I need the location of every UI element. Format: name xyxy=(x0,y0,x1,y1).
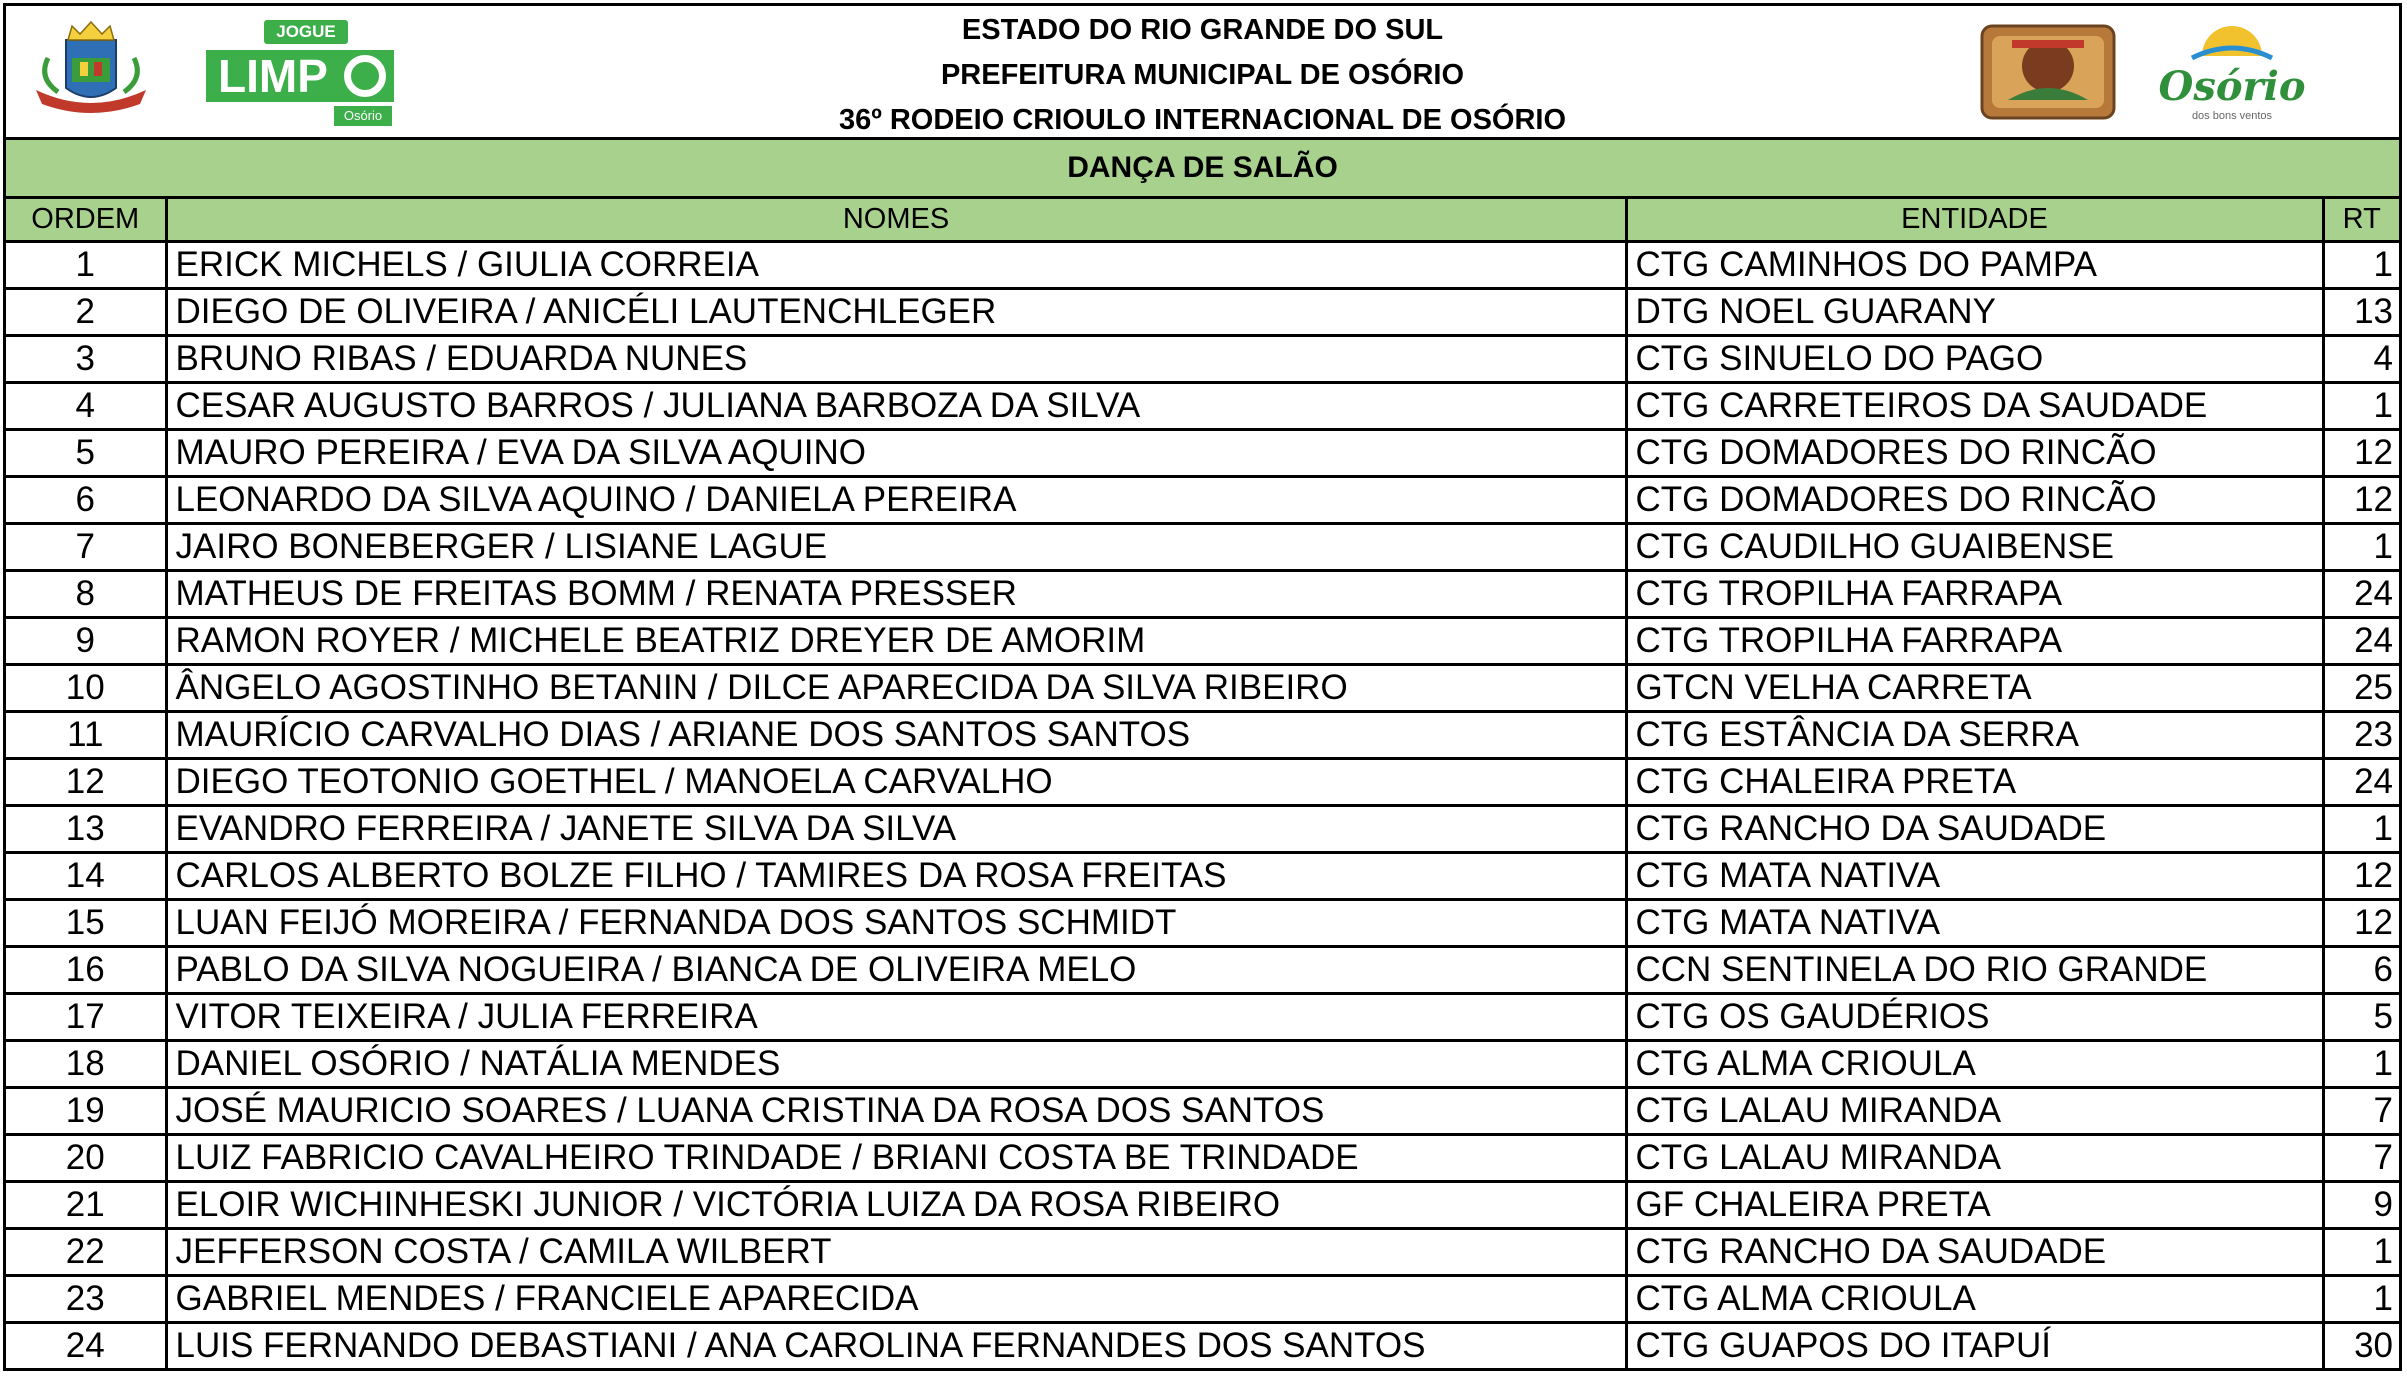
cell-nomes: LUAN FEIJÓ MOREIRA / FERNANDA DOS SANTOS SCHMIDT xyxy=(166,900,1626,947)
cell-ordem: 8 xyxy=(6,571,166,618)
cell-nomes: VITOR TEIXEIRA / JULIA FERREIRA xyxy=(166,994,1626,1041)
cell-entidade: CTG ALMA CRIOULA xyxy=(1626,1276,2323,1323)
table-row xyxy=(6,571,2399,618)
table-row xyxy=(6,524,2399,571)
cell-entidade: DTG NOEL GUARANY xyxy=(1626,289,2323,336)
cell-nomes: JEFFERSON COSTA / CAMILA WILBERT xyxy=(166,1229,1626,1276)
osorio-logo-tagline: dos bons ventos xyxy=(2191,110,2273,122)
cell-nomes: DIEGO DE OLIVEIRA / ANICÉLI LAUTENCHLEGER xyxy=(166,289,1626,336)
cell-rt: 12 xyxy=(2323,900,2399,947)
cell-rt: 5 xyxy=(2323,994,2399,1041)
cell-rt: 1 xyxy=(2323,1276,2399,1323)
cell-rt: 24 xyxy=(2323,618,2399,665)
cell-entidade: CTG ESTÂNCIA DA SERRA xyxy=(1626,712,2323,759)
cell-nomes: ERICK MICHELS / GIULIA CORREIA xyxy=(166,242,1626,289)
cell-nomes: MAURÍCIO CARVALHO DIAS / ARIANE DOS SANTOS SANTOS xyxy=(166,712,1626,759)
cell-rt: 25 xyxy=(2323,665,2399,712)
cell-nomes: ÂNGELO AGOSTINHO BETANIN / DILCE APARECIDA DA SILVA RIBEIRO xyxy=(166,665,1626,712)
cell-rt: 4 xyxy=(2323,336,2399,383)
cell-ordem: 19 xyxy=(6,1088,166,1135)
cell-entidade: GTCN VELHA CARRETA xyxy=(1626,665,2323,712)
cell-entidade: CTG GUAPOS DO ITAPUÍ xyxy=(1626,1323,2323,1369)
cell-nomes: PABLO DA SILVA NOGUEIRA / BIANCA DE OLIVEIRA MELO xyxy=(166,947,1626,994)
table-row xyxy=(6,1323,2399,1369)
cell-rt: 12 xyxy=(2323,853,2399,900)
column-header-ordem: ORDEM xyxy=(6,199,166,242)
cell-entidade: CTG LALAU MIRANDA xyxy=(1626,1135,2323,1182)
cell-rt: 1 xyxy=(2323,1229,2399,1276)
table-row xyxy=(6,665,2399,712)
table-row xyxy=(6,477,2399,524)
cell-nomes: JOSÉ MAURICIO SOARES / LUANA CRISTINA DA ROSA DOS SANTOS xyxy=(166,1088,1626,1135)
participants-table xyxy=(6,199,2399,1368)
cell-rt: 13 xyxy=(2323,289,2399,336)
cell-ordem: 4 xyxy=(6,383,166,430)
cell-entidade: CTG SINUELO DO PAGO xyxy=(1626,336,2323,383)
cell-ordem: 12 xyxy=(6,759,166,806)
cell-entidade: CTG RANCHO DA SAUDADE xyxy=(1626,806,2323,853)
cell-nomes: LUIS FERNANDO DEBASTIANI / ANA CAROLINA FERNANDES DOS SANTOS xyxy=(166,1323,1626,1369)
cell-entidade: CCN SENTINELA DO RIO GRANDE xyxy=(1626,947,2323,994)
table-row xyxy=(6,1088,2399,1135)
cell-entidade: CTG CARRETEIROS DA SAUDADE xyxy=(1626,383,2323,430)
cell-entidade: CTG DOMADORES DO RINCÃO xyxy=(1626,477,2323,524)
cell-rt: 1 xyxy=(2323,524,2399,571)
cell-rt: 23 xyxy=(2323,712,2399,759)
table-row xyxy=(6,712,2399,759)
table-row xyxy=(6,994,2399,1041)
table-row xyxy=(6,853,2399,900)
logo-top-label: JOGUE xyxy=(264,20,348,44)
cell-nomes: BRUNO RIBAS / EDUARDA NUNES xyxy=(166,336,1626,383)
cell-ordem: 17 xyxy=(6,994,166,1041)
cell-entidade: GF CHALEIRA PRETA xyxy=(1626,1182,2323,1229)
document-header xyxy=(6,6,2399,140)
cell-ordem: 1 xyxy=(6,242,166,289)
cell-rt: 24 xyxy=(2323,571,2399,618)
cell-ordem: 15 xyxy=(6,900,166,947)
logo-small-label: Osório xyxy=(334,106,392,126)
cell-rt: 1 xyxy=(2323,383,2399,430)
cell-rt: 9 xyxy=(2323,1182,2399,1229)
cell-ordem: 7 xyxy=(6,524,166,571)
header-line-city-hall: PREFEITURA MUNICIPAL DE OSÓRIO xyxy=(940,59,1465,91)
sun-icon xyxy=(2152,20,2312,60)
cell-ordem: 21 xyxy=(6,1182,166,1229)
cell-rt: 24 xyxy=(2323,759,2399,806)
table-header-row xyxy=(6,199,2399,242)
cell-ordem: 24 xyxy=(6,1323,166,1369)
cell-nomes: CARLOS ALBERTO BOLZE FILHO / TAMIRES DA ROSA FREITAS xyxy=(166,853,1626,900)
cell-nomes: JAIRO BONEBERGER / LISIANE LAGUE xyxy=(166,524,1626,571)
table-row xyxy=(6,1229,2399,1276)
table-row xyxy=(6,336,2399,383)
table-row xyxy=(6,806,2399,853)
table-row xyxy=(6,289,2399,336)
column-header-entidade: ENTIDADE xyxy=(1626,199,2323,242)
cell-ordem: 22 xyxy=(6,1229,166,1276)
table-row xyxy=(6,1041,2399,1088)
cell-entidade: CTG ALMA CRIOULA xyxy=(1626,1041,2323,1088)
cell-nomes: CESAR AUGUSTO BARROS / JULIANA BARBOZA DA SILVA xyxy=(166,383,1626,430)
table-row xyxy=(6,618,2399,665)
osorio-logo-text: Osório xyxy=(2158,63,2306,110)
table-row xyxy=(6,1135,2399,1182)
cell-ordem: 23 xyxy=(6,1276,166,1323)
cell-nomes: EVANDRO FERREIRA / JANETE SILVA DA SILVA xyxy=(166,806,1626,853)
table-row xyxy=(6,900,2399,947)
cell-ordem: 2 xyxy=(6,289,166,336)
table-row xyxy=(6,1182,2399,1229)
cell-nomes: MATHEUS DE FREITAS BOMM / RENATA PRESSER xyxy=(166,571,1626,618)
osorio-logo xyxy=(2152,20,2312,124)
cell-entidade: CTG CAMINHOS DO PAMPA xyxy=(1626,242,2323,289)
cell-entidade: CTG TROPILHA FARRAPA xyxy=(1626,571,2323,618)
cell-nomes: RAMON ROYER / MICHELE BEATRIZ DREYER DE AMORIM xyxy=(166,618,1626,665)
cell-rt: 7 xyxy=(2323,1135,2399,1182)
table-body xyxy=(6,242,2399,1369)
cell-nomes: GABRIEL MENDES / FRANCIELE APARECIDA xyxy=(166,1276,1626,1323)
column-header-rt: RT xyxy=(2323,199,2399,242)
cell-rt: 30 xyxy=(2323,1323,2399,1369)
cell-entidade: CTG LALAU MIRANDA xyxy=(1626,1088,2323,1135)
header-line-state: ESTADO DO RIO GRANDE DO SUL xyxy=(961,14,1444,46)
cell-rt: 12 xyxy=(2323,430,2399,477)
cell-entidade: CTG OS GAUDÉRIOS xyxy=(1626,994,2323,1041)
cell-rt: 12 xyxy=(2323,477,2399,524)
cell-ordem: 3 xyxy=(6,336,166,383)
cell-ordem: 18 xyxy=(6,1041,166,1088)
table-row xyxy=(6,242,2399,289)
cell-entidade: CTG RANCHO DA SAUDADE xyxy=(1626,1229,2323,1276)
cell-entidade: CTG MATA NATIVA xyxy=(1626,900,2323,947)
cell-nomes: ELOIR WICHINHESKI JUNIOR / VICTÓRIA LUIZA DA ROSA RIBEIRO xyxy=(166,1182,1626,1229)
cell-ordem: 20 xyxy=(6,1135,166,1182)
cell-entidade: CTG DOMADORES DO RINCÃO xyxy=(1626,430,2323,477)
cell-rt: 1 xyxy=(2323,242,2399,289)
cell-ordem: 5 xyxy=(6,430,166,477)
table-row xyxy=(6,759,2399,806)
cell-nomes: LEONARDO DA SILVA AQUINO / DANIELA PEREIRA xyxy=(166,477,1626,524)
logo-main-label: LIMP xyxy=(206,50,394,102)
cell-ordem: 9 xyxy=(6,618,166,665)
table-row xyxy=(6,430,2399,477)
table-row xyxy=(6,1276,2399,1323)
column-header-nomes: NOMES xyxy=(166,199,1626,242)
cell-entidade: CTG TROPILHA FARRAPA xyxy=(1626,618,2323,665)
cell-nomes: LUIZ FABRICIO CAVALHEIRO TRINDADE / BRIANI COSTA BE TRINDADE xyxy=(166,1135,1626,1182)
cell-rt: 1 xyxy=(2323,1041,2399,1088)
cell-entidade: CTG CAUDILHO GUAIBENSE xyxy=(1626,524,2323,571)
cell-ordem: 14 xyxy=(6,853,166,900)
cell-ordem: 16 xyxy=(6,947,166,994)
document-frame xyxy=(3,3,2402,1371)
header-line-event: 36º RODEIO CRIOULO INTERNACIONAL DE OSÓRIO xyxy=(838,104,1567,136)
cell-rt: 6 xyxy=(2323,947,2399,994)
cell-ordem: 13 xyxy=(6,806,166,853)
table-row xyxy=(6,947,2399,994)
cell-entidade: CTG CHALEIRA PRETA xyxy=(1626,759,2323,806)
cell-nomes: MAURO PEREIRA / EVA DA SILVA AQUINO xyxy=(166,430,1626,477)
cell-rt: 1 xyxy=(2323,806,2399,853)
cell-ordem: 10 xyxy=(6,665,166,712)
rodeio-emblem-logo xyxy=(1978,20,2118,124)
cell-ordem: 6 xyxy=(6,477,166,524)
cell-entidade: CTG MATA NATIVA xyxy=(1626,853,2323,900)
cell-rt: 7 xyxy=(2323,1088,2399,1135)
cell-nomes: DIEGO TEOTONIO GOETHEL / MANOELA CARVALHO xyxy=(166,759,1626,806)
section-title: DANÇA DE SALÃO xyxy=(6,140,2399,199)
table-row xyxy=(6,383,2399,430)
cell-ordem: 11 xyxy=(6,712,166,759)
cell-nomes: DANIEL OSÓRIO / NATÁLIA MENDES xyxy=(166,1041,1626,1088)
